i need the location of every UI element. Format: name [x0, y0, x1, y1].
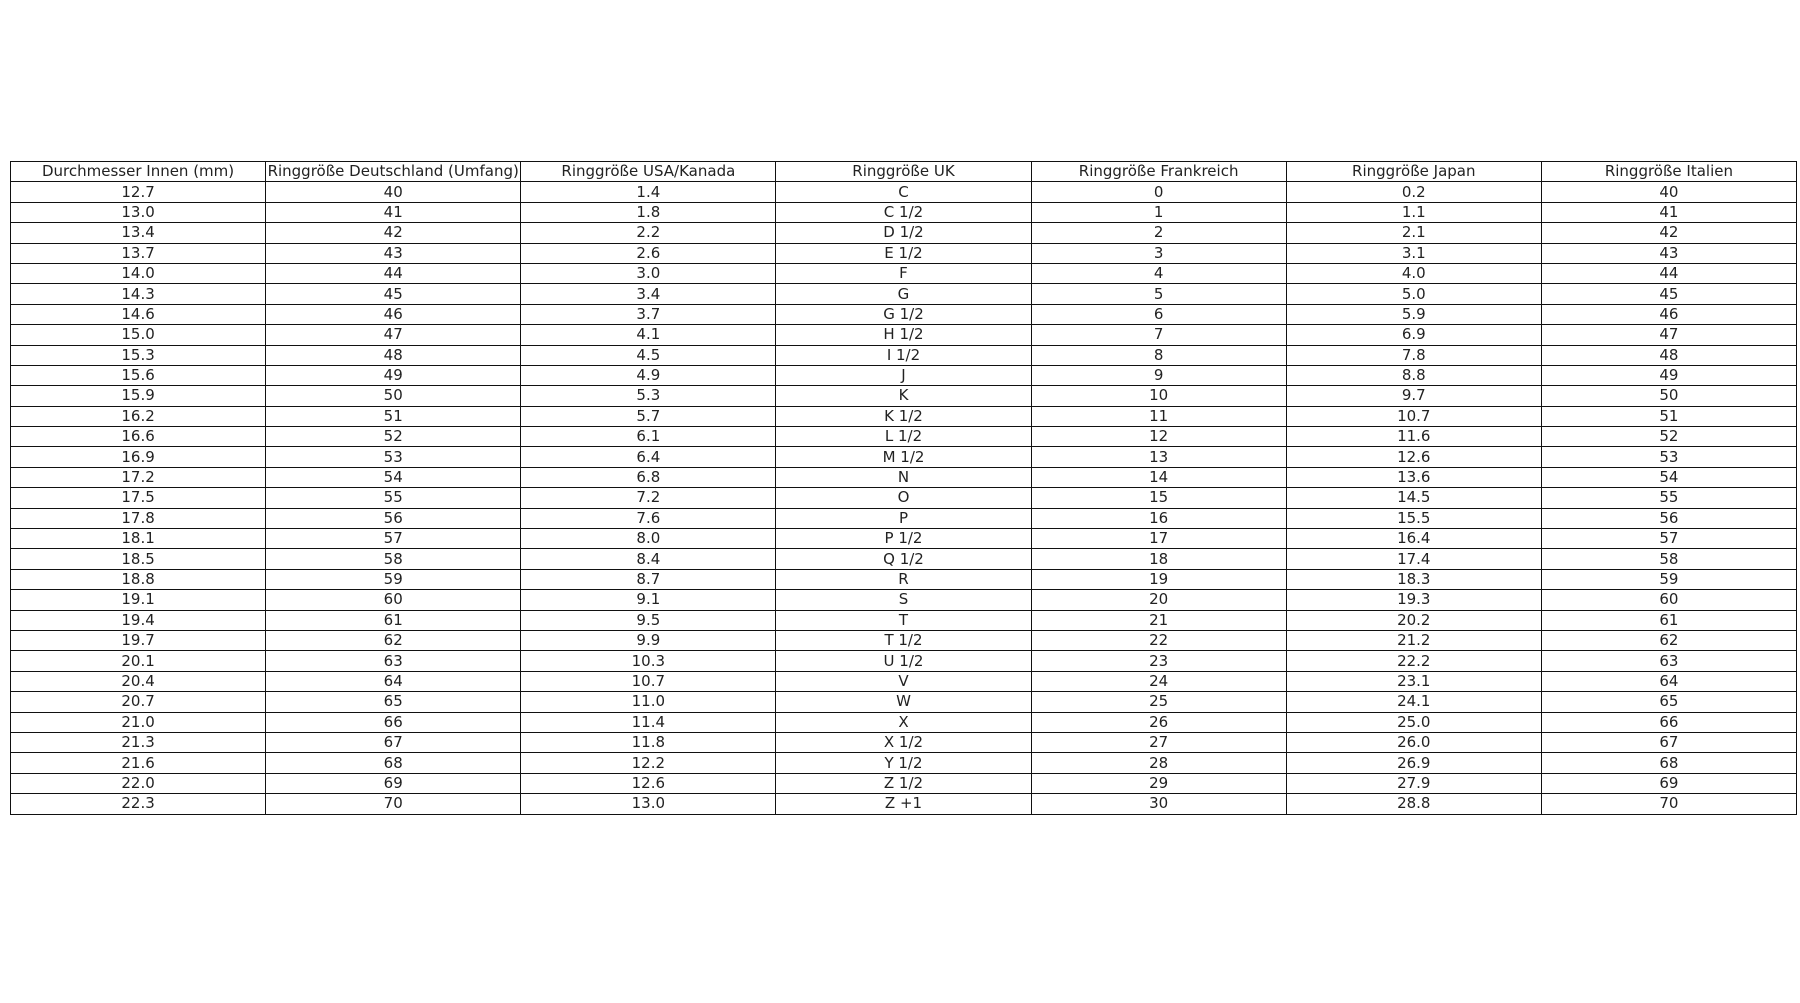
table-cell: C	[776, 182, 1031, 202]
table-row	[11, 488, 1797, 508]
table-cell: 19	[1031, 569, 1286, 589]
table-cell: 6	[1031, 304, 1286, 324]
table-cell: 61	[266, 610, 521, 630]
table-cell: 49	[266, 365, 521, 385]
table-cell: 27	[1031, 732, 1286, 752]
table-cell: 46	[1541, 304, 1796, 324]
table-cell: Y 1/2	[776, 753, 1031, 773]
table-cell: J	[776, 365, 1031, 385]
table-cell: 2.2	[521, 223, 776, 243]
table-row	[11, 549, 1797, 569]
table-cell: 17	[1031, 529, 1286, 549]
table-row	[11, 590, 1797, 610]
table-cell: 25	[1031, 692, 1286, 712]
table-cell: 46	[266, 304, 521, 324]
table-cell: 59	[1541, 569, 1796, 589]
table-cell: P	[776, 508, 1031, 528]
table-cell: 5	[1031, 284, 1286, 304]
table-cell: 13.0	[11, 202, 266, 222]
table-cell: 10	[1031, 386, 1286, 406]
table-cell: F	[776, 263, 1031, 283]
ring-size-table	[10, 161, 1797, 815]
table-cell: 52	[1541, 427, 1796, 447]
table-cell: 55	[1541, 488, 1796, 508]
table-cell: 11.0	[521, 692, 776, 712]
table-cell: 42	[266, 223, 521, 243]
column-header: Ringgröße Frankreich	[1031, 162, 1286, 182]
table-row	[11, 508, 1797, 528]
table-cell: 29	[1031, 773, 1286, 793]
table-row	[11, 753, 1797, 773]
table-cell: 62	[266, 630, 521, 650]
table-cell: G 1/2	[776, 304, 1031, 324]
table-cell: 62	[1541, 630, 1796, 650]
table-cell: 40	[266, 182, 521, 202]
table-cell: 12.7	[11, 182, 266, 202]
table-row	[11, 732, 1797, 752]
table-cell: 70	[1541, 794, 1796, 814]
table-cell: 19.3	[1286, 590, 1541, 610]
table-cell: 30	[1031, 794, 1286, 814]
table-cell: 52	[266, 427, 521, 447]
table-cell: 4.5	[521, 345, 776, 365]
table-cell: 23	[1031, 651, 1286, 671]
table-cell: 58	[1541, 549, 1796, 569]
table-cell: 43	[1541, 243, 1796, 263]
table-cell: 41	[1541, 202, 1796, 222]
table-cell: 13	[1031, 447, 1286, 467]
table-cell: 1.8	[521, 202, 776, 222]
table-cell: 16.4	[1286, 529, 1541, 549]
table-cell: 58	[266, 549, 521, 569]
table-row	[11, 427, 1797, 447]
table-cell: 3.0	[521, 263, 776, 283]
table-cell: Z +1	[776, 794, 1031, 814]
table-cell: Q 1/2	[776, 549, 1031, 569]
table-cell: 0	[1031, 182, 1286, 202]
table-cell: L 1/2	[776, 427, 1031, 447]
table-cell: 66	[1541, 712, 1796, 732]
table-cell: 1.1	[1286, 202, 1541, 222]
table-cell: O	[776, 488, 1031, 508]
table-row	[11, 610, 1797, 630]
table-cell: 67	[1541, 732, 1796, 752]
table-cell: 12.2	[521, 753, 776, 773]
table-cell: 4	[1031, 263, 1286, 283]
table-cell: 20.7	[11, 692, 266, 712]
table-cell: 12.6	[1286, 447, 1541, 467]
table-cell: 24	[1031, 671, 1286, 691]
table-cell: 15.5	[1286, 508, 1541, 528]
table-cell: 21.0	[11, 712, 266, 732]
table-cell: 67	[266, 732, 521, 752]
table-cell: 24.1	[1286, 692, 1541, 712]
table-cell: T	[776, 610, 1031, 630]
table-cell: 18.1	[11, 529, 266, 549]
table-cell: 17.5	[11, 488, 266, 508]
table-cell: K 1/2	[776, 406, 1031, 426]
table-cell: 54	[266, 467, 521, 487]
table-cell: V	[776, 671, 1031, 691]
table-row	[11, 263, 1797, 283]
table-cell: 14	[1031, 467, 1286, 487]
table-cell: 68	[1541, 753, 1796, 773]
table-cell: 51	[266, 406, 521, 426]
table-cell: 57	[1541, 529, 1796, 549]
table-cell: 2.6	[521, 243, 776, 263]
table-cell: 7.8	[1286, 345, 1541, 365]
table-cell: 22.2	[1286, 651, 1541, 671]
table-cell: K	[776, 386, 1031, 406]
column-header: Ringgröße UK	[776, 162, 1031, 182]
table-cell: 11.4	[521, 712, 776, 732]
table-cell: 53	[266, 447, 521, 467]
table-cell: 50	[266, 386, 521, 406]
table-cell: 15.0	[11, 325, 266, 345]
table-cell: 15.9	[11, 386, 266, 406]
table-cell: C 1/2	[776, 202, 1031, 222]
table-cell: 69	[266, 773, 521, 793]
table-cell: 11.6	[1286, 427, 1541, 447]
table-cell: 18.8	[11, 569, 266, 589]
table-cell: 60	[1541, 590, 1796, 610]
table-cell: 45	[1541, 284, 1796, 304]
table-cell: 14.5	[1286, 488, 1541, 508]
table-cell: 14.0	[11, 263, 266, 283]
table-cell: 21	[1031, 610, 1286, 630]
table-cell: 68	[266, 753, 521, 773]
table-cell: X 1/2	[776, 732, 1031, 752]
table-cell: U 1/2	[776, 651, 1031, 671]
table-cell: 3.4	[521, 284, 776, 304]
table-cell: 48	[1541, 345, 1796, 365]
table-cell: G	[776, 284, 1031, 304]
table-cell: 21.6	[11, 753, 266, 773]
table-cell: 61	[1541, 610, 1796, 630]
table-cell: 2	[1031, 223, 1286, 243]
table-cell: 48	[266, 345, 521, 365]
table-row	[11, 386, 1797, 406]
table-cell: 53	[1541, 447, 1796, 467]
table-cell: 63	[1541, 651, 1796, 671]
table-cell: 8.0	[521, 529, 776, 549]
table-cell: 5.9	[1286, 304, 1541, 324]
table-cell: N	[776, 467, 1031, 487]
table-cell: 28.8	[1286, 794, 1541, 814]
column-header: Ringgröße Japan	[1286, 162, 1541, 182]
table-row	[11, 365, 1797, 385]
table-row	[11, 630, 1797, 650]
table-cell: 28	[1031, 753, 1286, 773]
table-cell: 1	[1031, 202, 1286, 222]
table-cell: 8.7	[521, 569, 776, 589]
table-cell: 5.0	[1286, 284, 1541, 304]
table-cell: 65	[1541, 692, 1796, 712]
table-cell: 3	[1031, 243, 1286, 263]
table-cell: 5.7	[521, 406, 776, 426]
table-cell: 17.2	[11, 467, 266, 487]
table-cell: 11	[1031, 406, 1286, 426]
table-cell: 1.4	[521, 182, 776, 202]
table-cell: 27.9	[1286, 773, 1541, 793]
table-cell: 59	[266, 569, 521, 589]
table-cell: 4.9	[521, 365, 776, 385]
table-row	[11, 529, 1797, 549]
table-cell: 10.7	[1286, 406, 1541, 426]
table-cell: 13.7	[11, 243, 266, 263]
table-cell: 51	[1541, 406, 1796, 426]
table-cell: 45	[266, 284, 521, 304]
table-cell: W	[776, 692, 1031, 712]
table-cell: 9.1	[521, 590, 776, 610]
table-cell: 17.8	[11, 508, 266, 528]
table-cell: 3.1	[1286, 243, 1541, 263]
table-row	[11, 447, 1797, 467]
table-cell: 42	[1541, 223, 1796, 243]
table-cell: 56	[1541, 508, 1796, 528]
table-cell: 18	[1031, 549, 1286, 569]
table-cell: 14.3	[11, 284, 266, 304]
table-cell: 6.9	[1286, 325, 1541, 345]
table-row	[11, 773, 1797, 793]
table-cell: 13.6	[1286, 467, 1541, 487]
table-cell: 2.1	[1286, 223, 1541, 243]
table-cell: 4.1	[521, 325, 776, 345]
table-cell: 0.2	[1286, 182, 1541, 202]
table-cell: 5.3	[521, 386, 776, 406]
column-header: Durchmesser Innen (mm)	[11, 162, 266, 182]
table-cell: 18.3	[1286, 569, 1541, 589]
table-cell: M 1/2	[776, 447, 1031, 467]
table-cell: X	[776, 712, 1031, 732]
table-cell: 10.7	[521, 671, 776, 691]
table-cell: 64	[266, 671, 521, 691]
table-body	[11, 182, 1797, 814]
table-cell: 16.9	[11, 447, 266, 467]
table-cell: 70	[266, 794, 521, 814]
table-row	[11, 345, 1797, 365]
table-cell: 60	[266, 590, 521, 610]
table-cell: 7.6	[521, 508, 776, 528]
table-cell: 23.1	[1286, 671, 1541, 691]
table-cell: 6.1	[521, 427, 776, 447]
column-header: Ringgröße Deutschland (Umfang)	[267, 162, 519, 181]
table-cell: 16	[1031, 508, 1286, 528]
table-cell: 44	[1541, 263, 1796, 283]
table-cell: 20.2	[1286, 610, 1541, 630]
table-cell: 10.3	[521, 651, 776, 671]
table-row	[11, 304, 1797, 324]
table-cell: 8.8	[1286, 365, 1541, 385]
table-row	[11, 467, 1797, 487]
table-cell: 41	[266, 202, 521, 222]
table-row	[11, 569, 1797, 589]
table-cell: 64	[1541, 671, 1796, 691]
table-cell: 9.9	[521, 630, 776, 650]
table-row	[11, 284, 1797, 304]
table-cell: I 1/2	[776, 345, 1031, 365]
table-cell: 3.7	[521, 304, 776, 324]
table-cell: 20.4	[11, 671, 266, 691]
table-cell: 7	[1031, 325, 1286, 345]
table-cell: 11.8	[521, 732, 776, 752]
table-cell: 16.6	[11, 427, 266, 447]
table-cell: 65	[266, 692, 521, 712]
table-cell: 22	[1031, 630, 1286, 650]
table-cell: 55	[266, 488, 521, 508]
table-cell: 69	[1541, 773, 1796, 793]
table-cell: 14.6	[11, 304, 266, 324]
table-cell: 20	[1031, 590, 1286, 610]
table-cell: 49	[1541, 365, 1796, 385]
table-cell: 9	[1031, 365, 1286, 385]
table-cell: 18.5	[11, 549, 266, 569]
table-cell: 21.3	[11, 732, 266, 752]
table-cell: 26.0	[1286, 732, 1541, 752]
table-cell: 26.9	[1286, 753, 1541, 773]
table-cell: P 1/2	[776, 529, 1031, 549]
table-cell: 6.8	[521, 467, 776, 487]
table-cell: 15	[1031, 488, 1286, 508]
table-cell: 8	[1031, 345, 1286, 365]
table-cell: 19.4	[11, 610, 266, 630]
table-cell: 9.7	[1286, 386, 1541, 406]
table-cell: 40	[1541, 182, 1796, 202]
table-cell: 56	[266, 508, 521, 528]
table-cell: 22.0	[11, 773, 266, 793]
table-row	[11, 325, 1797, 345]
table-cell: 63	[266, 651, 521, 671]
table-cell: 19.1	[11, 590, 266, 610]
table-cell: R	[776, 569, 1031, 589]
table-cell: 47	[266, 325, 521, 345]
table-row	[11, 223, 1797, 243]
table-cell: D 1/2	[776, 223, 1031, 243]
table-cell: T 1/2	[776, 630, 1031, 650]
table-cell: 20.1	[11, 651, 266, 671]
column-header: Ringgröße USA/Kanada	[521, 162, 776, 182]
table-cell: 50	[1541, 386, 1796, 406]
table-header-row	[11, 162, 1797, 182]
column-header: Ringgröße Italien	[1541, 162, 1796, 182]
table-cell: 54	[1541, 467, 1796, 487]
table-cell: 66	[266, 712, 521, 732]
table-cell: 16.2	[11, 406, 266, 426]
table-cell: 21.2	[1286, 630, 1541, 650]
table-cell: Z 1/2	[776, 773, 1031, 793]
table-cell: 4.0	[1286, 263, 1541, 283]
table-cell: 15.6	[11, 365, 266, 385]
table-cell: S	[776, 590, 1031, 610]
table-cell: 17.4	[1286, 549, 1541, 569]
table-cell: 57	[266, 529, 521, 549]
table-row	[11, 406, 1797, 426]
table-row	[11, 202, 1797, 222]
table-row	[11, 182, 1797, 202]
table-cell: 6.4	[521, 447, 776, 467]
table-row	[11, 243, 1797, 263]
table-cell: 47	[1541, 325, 1796, 345]
table-row	[11, 794, 1797, 814]
table-cell: 15.3	[11, 345, 266, 365]
table-cell: 13.0	[521, 794, 776, 814]
table-cell: 43	[266, 243, 521, 263]
table-row	[11, 651, 1797, 671]
table-cell: 7.2	[521, 488, 776, 508]
table-cell: 25.0	[1286, 712, 1541, 732]
table-cell: 22.3	[11, 794, 266, 814]
table-cell: E 1/2	[776, 243, 1031, 263]
table-cell: 19.7	[11, 630, 266, 650]
table-row	[11, 671, 1797, 691]
table-cell: 9.5	[521, 610, 776, 630]
table-row	[11, 712, 1797, 732]
table-cell: 12	[1031, 427, 1286, 447]
table-cell: H 1/2	[776, 325, 1031, 345]
table-cell: 26	[1031, 712, 1286, 732]
table-cell: 12.6	[521, 773, 776, 793]
table-cell: 44	[266, 263, 521, 283]
table-cell: 8.4	[521, 549, 776, 569]
table-cell: 13.4	[11, 223, 266, 243]
table-row	[11, 692, 1797, 712]
